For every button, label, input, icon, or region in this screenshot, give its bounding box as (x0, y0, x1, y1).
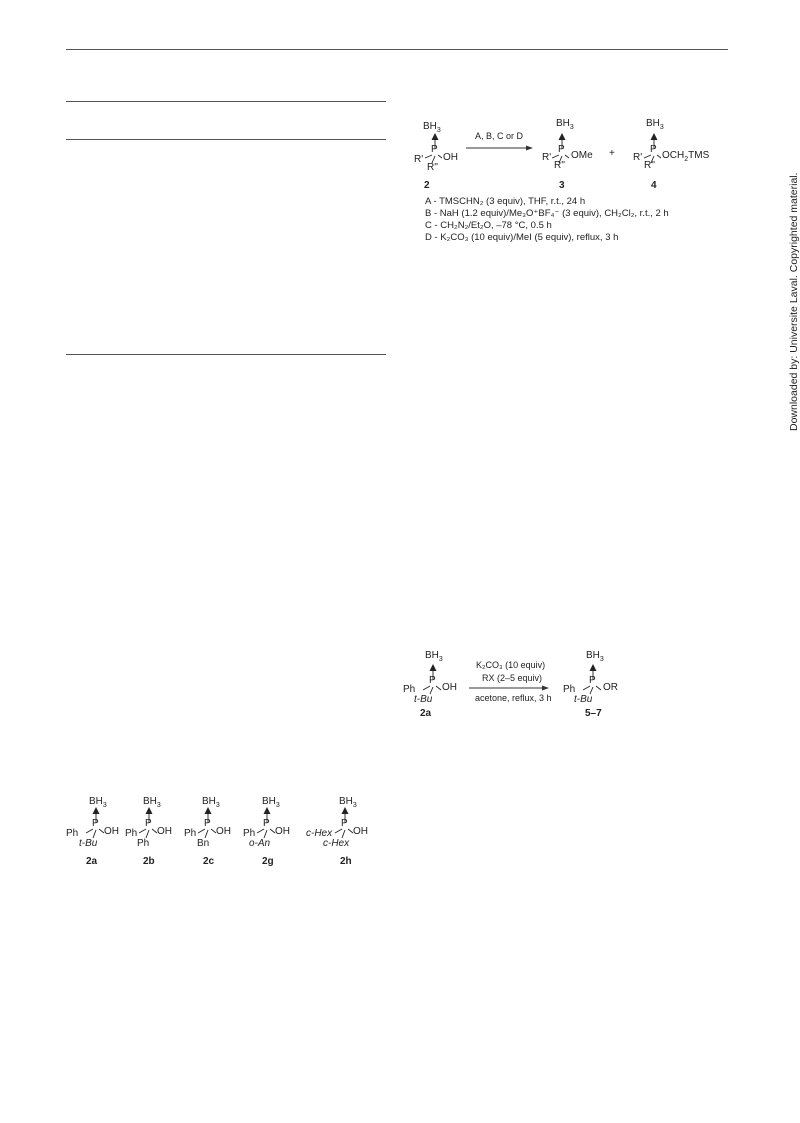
s2-reactant-bh3: $BH_3$ (425, 650, 443, 663)
s2-product-phosphorus: P (589, 675, 596, 686)
s2-reactant-number: 2a (420, 708, 432, 719)
s2-product-bh3: $BH_3$ (586, 650, 604, 663)
s2-product-phenyl: Ph (563, 684, 576, 695)
compound-2g-bh3: $BH_3$ (262, 796, 280, 809)
reactant-2-r1: R' (414, 154, 424, 165)
s2-product-number: 5–7 (585, 708, 602, 719)
compound-2a-r1: Ph (66, 828, 79, 839)
s2-conditions: acetone, reflux, 3 h (475, 693, 552, 703)
download-notice: Downloaded by: Universite Laval. Copyrighted material. (788, 172, 800, 431)
compound-2a-number: 2a (86, 856, 98, 867)
compound-2a-r2: t-Bu (79, 838, 98, 849)
product-4-r2: R'' (644, 160, 656, 171)
compound-2a-bh3: $BH_3$ (89, 796, 107, 809)
s2-reactant-phenyl: Ph (403, 684, 416, 695)
compound-2b-bh3: $BH_3$ (143, 796, 161, 809)
condition-a: A - TMSCHN₂ (3 equiv), THF, r.t., 24 h (425, 196, 586, 207)
product-4-number: 4 (651, 180, 657, 191)
compound-2h-r2: c-Hex (323, 838, 350, 849)
compound-2c-bh3: $BH_3$ (202, 796, 220, 809)
s2-reactant-hydroxyl: OH (442, 682, 457, 693)
reactant-2-phosphorus: P (431, 144, 438, 155)
compound-2g-hydroxyl: OH (275, 826, 290, 837)
compound-2c-number: 2c (203, 856, 215, 867)
product-3-r1: R' (542, 152, 552, 163)
compound-2h-r1: c-Hex (306, 828, 333, 839)
compound-2c-r1: Ph (184, 828, 197, 839)
product-3-phosphorus: P (558, 144, 565, 155)
s2-reactant-phosphorus: P (429, 675, 436, 686)
reactant-2-number: 2 (424, 180, 430, 191)
product-3-methoxy: OMe (571, 150, 593, 161)
compound-2h-phosphorus: P (341, 818, 348, 829)
compound-2c-r2: Bn (197, 838, 210, 849)
reagent-label: A, B, C or D (475, 131, 524, 141)
compound-2h-bh3: $BH_3$ (339, 796, 357, 809)
condition-b: B - NaH (1.2 equiv)/Me₃O⁺BF₄⁻ (3 equiv), CH₂Cl₂, r.t., 2 h (425, 208, 669, 219)
plus-sign: + (609, 148, 615, 159)
reactant-2-bh3: $BH_3$ (423, 121, 441, 134)
s2-reagent-halide: RX (2–5 equiv) (482, 673, 543, 683)
compound-2h-number: 2h (340, 856, 352, 867)
condition-d: D - K₂CO₃ (10 equiv)/MeI (5 equiv), reflux, 3 h (425, 232, 619, 243)
compound-2g-r2: o-An (249, 838, 271, 849)
product-4-ester-group: $OCH_2TMS$ (662, 150, 710, 163)
compound-2c-hydroxyl: OH (216, 826, 231, 837)
compound-2b-phosphorus: P (145, 818, 152, 829)
reactant-2-r2: R'' (427, 162, 439, 173)
condition-c: C - CH₂N₂/Et₂O, –78 °C, 0.5 h (425, 220, 552, 231)
product-4-phosphorus: P (650, 144, 657, 155)
product-3-r2: R'' (554, 160, 566, 171)
compound-2h-hydroxyl: OH (353, 826, 368, 837)
compound-2a-phosphorus: P (92, 818, 99, 829)
s2-reactant-tbu: t-Bu (414, 694, 433, 705)
compound-2b-r1: Ph (125, 828, 138, 839)
compound-2a-hydroxyl: OH (104, 826, 119, 837)
product-4-bh3: $BH_3$ (646, 118, 664, 131)
reactant-2-hydroxyl: OH (443, 152, 458, 163)
compound-2c-phosphorus: P (204, 818, 211, 829)
s2-reagent-base: K₂CO₃ (10 equiv) (476, 660, 546, 670)
product-3-number: 3 (559, 180, 565, 191)
compound-2g-r1: Ph (243, 828, 256, 839)
s2-product-tbu: t-Bu (574, 694, 593, 705)
compound-2b-r2: Ph (137, 838, 150, 849)
s2-product-alkoxy: OR (603, 682, 618, 693)
product-3-bh3: $BH_3$ (556, 118, 574, 131)
compound-2g-phosphorus: P (263, 818, 270, 829)
compound-2g-number: 2g (262, 856, 274, 867)
compound-2b-number: 2b (143, 856, 155, 867)
compound-2b-hydroxyl: OH (157, 826, 172, 837)
product-4-r1: R' (633, 152, 643, 163)
